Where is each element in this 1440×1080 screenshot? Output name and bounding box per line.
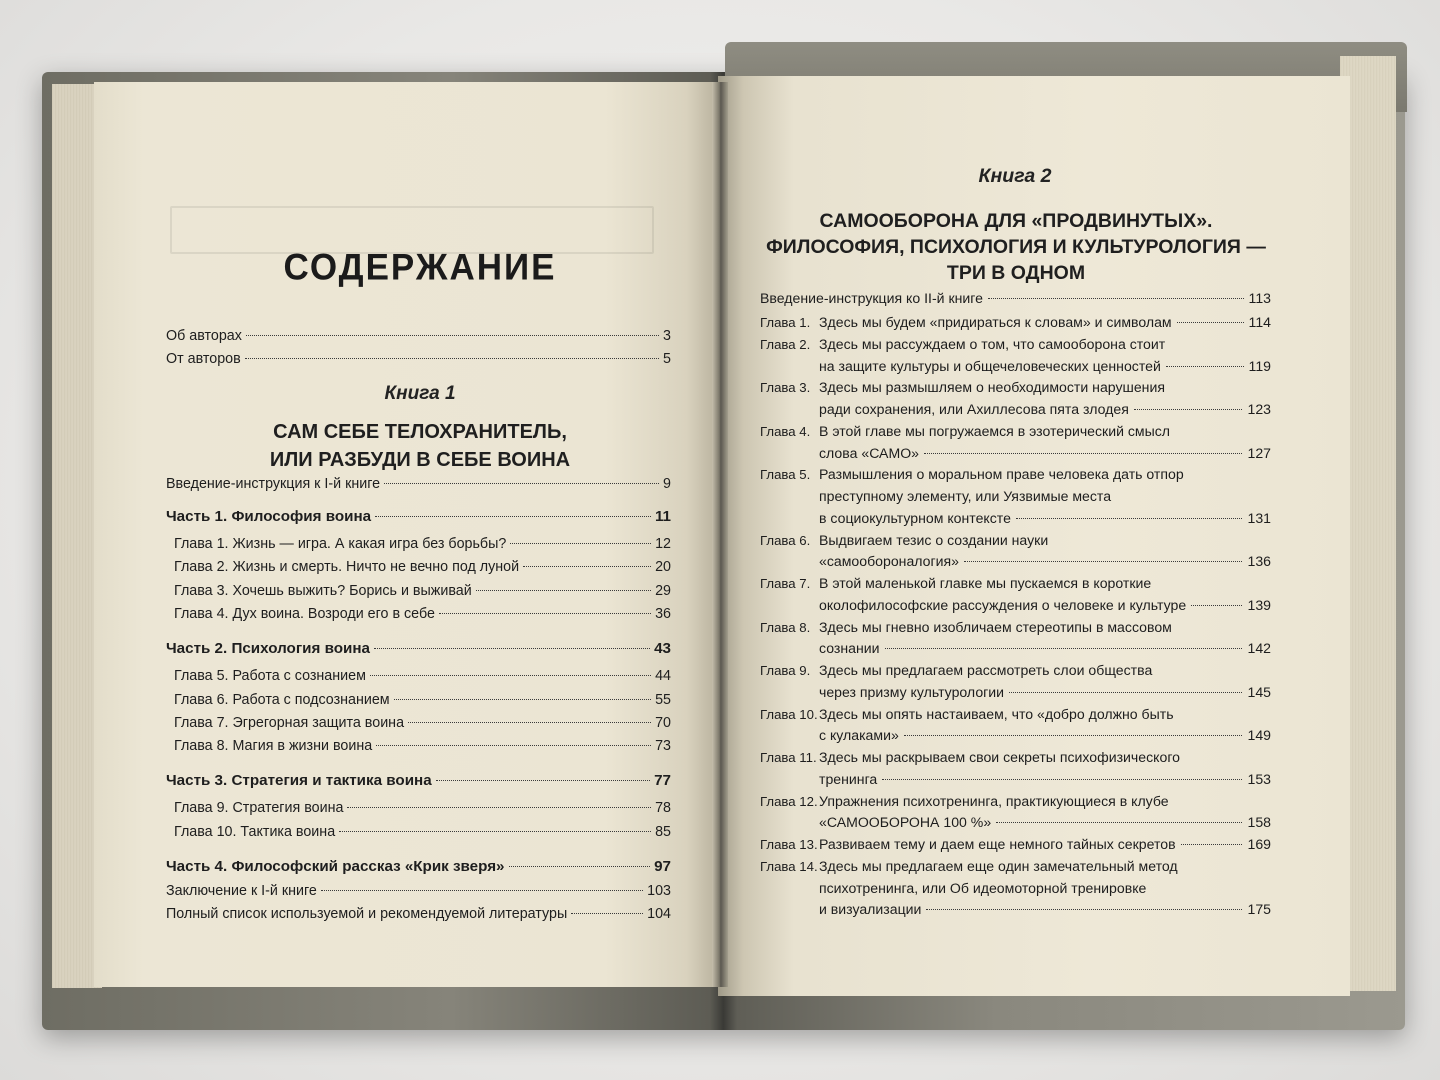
dot-leader [476,590,651,591]
dot-leader [374,648,650,649]
chapter-entry [819,684,1271,700]
toc-page-number: 113 [1248,290,1271,306]
chapter-number: Глава 4. [760,423,811,439]
dot-leader [904,735,1243,736]
book-gutter [712,82,728,987]
toc-entry-label: Глава 7. Эгрегорная защита воина [174,714,405,731]
chapter-entry [174,606,671,622]
toc-entry-label: слова «САМО» [819,444,919,461]
dot-leader [926,909,1242,910]
chapter-entry [174,536,671,552]
toc-entry-label: Глава 10. Тактика воина [174,823,336,840]
toc-entry-label: Введение-инструкция к I-й книге [166,476,381,492]
toc-entry-label: Развиваем тему и даем еще немного тайных секретов [819,836,1176,852]
toc-page-number: 153 [1247,770,1271,787]
toc-entry-label: Введение-инструкция ко II-й книге [760,290,983,306]
chapter-entry-line: Здесь мы раскрываем свои секреты психофизического [819,749,1180,765]
chapter-number: Глава 9. [760,663,811,678]
book1-title-line2: ИЛИ РАЗБУДИ В СЕБЕ ВОИНА [269,449,571,471]
dot-leader [394,699,651,700]
chapter-entry-line: Выдвигаем тезис о создании науки [819,531,1049,548]
book2-heading: Книга 2 [978,165,1052,187]
dot-leader [1177,322,1244,323]
toc-page-number: 175 [1247,901,1271,918]
toc-page-number: 55 [655,691,671,708]
chapter-entry [819,553,1271,569]
toc-entry-label: на защите культуры и общечеловеческих ценностей [819,357,1161,374]
toc-entry-label: и визуализации [819,901,922,918]
chapter-entry [819,510,1271,526]
chapter-entry [174,715,671,731]
toc-entry-label: через призму культурологии [819,683,1005,700]
chapter-entry [819,401,1271,417]
toc-entry-label: Заключение к I-й книге [166,883,317,899]
toc-entry-label: Часть 2. Психология воина [166,640,370,658]
toc-entry-label: в социокультурном контексте [819,509,1011,526]
chapter-entry-line: Здесь мы размышляем о необходимости нарушения [819,379,1165,396]
chapter-number: Глава 1. [760,315,811,330]
chapter-entry-line: Здесь мы рассуждаем о том, что самооборона стоит [819,335,1166,352]
chapter-entry [819,358,1271,374]
toc-page-number: 127 [1247,444,1271,461]
dot-leader [509,866,651,867]
toc-page-number: 9 [663,476,671,492]
intro-entry [760,290,1271,306]
dot-leader [1009,692,1242,693]
dot-leader [1016,518,1243,519]
dot-leader [523,566,651,567]
dot-leader [375,516,651,517]
chapter-entry-line: Здесь мы предлагаем рассмотреть слои общества [819,662,1153,678]
dot-leader [246,335,659,336]
toc-entry-label: От авторов [166,351,241,367]
chapter-entry [174,692,671,708]
toc-page-number: 85 [655,823,671,840]
toc-page-number: 5 [663,351,671,367]
toc-entry-label: Часть 4. Философский рассказ «Крик зверя» [166,858,505,875]
toc-page-number: 3 [663,328,671,344]
toc-page-number: 70 [655,714,671,731]
chapter-entry [819,640,1271,656]
toc-entry-label: Глава 2. Жизнь и смерть. Ничто не вечно под луной [174,559,520,576]
book1-title [200,418,640,474]
chapter-entry-line: Здесь мы опять настаиваем, что «добро должно быть [819,705,1174,722]
part-entry [166,640,671,657]
chapter-entry-line: Упражнения психотренинга, практикующиеся в клубе [819,792,1169,809]
toc-page-number: 12 [655,536,671,552]
toc-entry-label: Глава 4. Дух воина. Возроди его в себе [174,605,435,622]
chapter-entry [174,583,671,599]
toc-entry-label: тренинга [819,770,878,787]
toc-entry-label: Глава 3. Хочешь выжить? Борись и выживай [174,582,472,599]
toc-page-number: 44 [655,668,671,685]
front-matter-entry [166,328,671,344]
chapter-entry [819,814,1271,830]
book2-title-line2: ФИЛОСОФИЯ, ПСИХОЛОГИЯ И КУЛЬТУРОЛОГИЯ — [766,236,1266,258]
toc-page-number: 104 [647,906,671,922]
chapter-entry [819,445,1271,461]
toc-entry-label: Часть 3. Стратегия и тактика воина [166,772,432,790]
dot-leader [885,648,1243,649]
toc-page-number: 131 [1247,509,1271,526]
chapter-entry [819,727,1271,743]
toc-entry-label: Глава 5. Работа с сознанием [174,668,366,685]
chapter-entry-line: Размышления о моральном праве человека дать отпор [819,466,1184,483]
toc-entry-label: Глава 9. Стратегия воина [174,800,344,817]
dot-leader [510,543,651,544]
outro-entry [166,883,671,899]
dot-leader [1181,844,1243,845]
dot-leader [1191,605,1242,606]
front-matter-entry [166,351,671,367]
part-entry [166,858,671,875]
chapter-entry [819,836,1271,852]
toc-entry-label: ради сохранения, или Ахиллесова пята злодея [819,401,1129,417]
chapter-entry [819,771,1271,787]
toc-entry-label: Здесь мы будем «придираться к словам» и символам [819,314,1172,330]
toc-page-number: 123 [1247,401,1271,417]
dot-leader [436,780,650,781]
chapter-number: Глава 2. [760,336,811,352]
toc-page-number: 136 [1247,553,1271,570]
dot-leader [370,675,651,676]
chapter-number: Глава 14. [760,858,818,874]
chapter-number: Глава 6. [760,532,811,548]
intro-entry [166,476,671,492]
chapter-entry [174,800,671,816]
book2-title-line1: САМООБОРОНА ДЛЯ «ПРОДВИНУТЫХ». [819,210,1213,232]
chapter-entry [174,559,671,575]
toc-entry-label: Глава 8. Магия в жизни воина [174,738,373,755]
toc-page-number: 139 [1247,596,1271,613]
chapter-entry-line: Здесь мы предлагаем еще один замечательный метод [819,857,1178,874]
toc-page-number: 11 [654,508,671,525]
chapter-entry [174,668,671,684]
dot-leader [339,831,651,832]
chapter-entry [174,824,671,840]
dot-leader [1134,409,1243,410]
dot-leader [988,298,1244,299]
toc-entry-label: с кулаками» [819,727,899,744]
toc-page-number: 97 [654,858,671,875]
outro-entry [166,906,671,922]
chapter-number: Глава 5. [760,467,811,483]
chapter-entry [819,901,1271,917]
toc-page-number: 73 [655,738,671,755]
toc-page-number: 77 [654,772,671,790]
toc-entry-label: сознании [819,640,880,657]
toc-page-number: 43 [654,640,671,658]
toc-page-number: 145 [1247,683,1271,700]
toc-page-number: 158 [1247,814,1271,831]
toc-page-number: 142 [1247,640,1271,657]
toc-page-number: 119 [1248,357,1271,374]
dot-leader [1166,366,1244,367]
dot-leader [964,561,1242,562]
toc-entry-label: Об авторах [166,328,242,344]
chapter-entry [819,597,1271,613]
toc-page-number: 20 [655,559,671,576]
dot-leader [408,722,651,723]
dot-leader [571,913,643,914]
page-title: СОДЕРЖАНИЕ [283,247,557,288]
dot-leader [376,745,651,746]
chapter-number: Глава 11. [760,750,817,765]
chapter-number: Глава 10. [760,706,818,722]
book2-title-line3: ТРИ В ОДНОМ [946,262,1086,284]
toc-page-number: 169 [1247,836,1271,852]
chapter-entry [174,738,671,754]
toc-page-number: 78 [655,800,671,817]
dot-leader [439,613,651,614]
dot-leader [321,890,643,891]
part-entry [166,508,671,525]
dot-leader [245,358,659,359]
chapter-number: Глава 7. [760,576,811,591]
book1-heading: Книга 1 [384,383,456,404]
toc-page-number: 103 [647,883,671,899]
toc-page-number: 149 [1247,727,1271,744]
chapter-entry-line: В этой главе мы погружаемся в эзотерический смысл [819,422,1171,439]
dot-leader [882,779,1242,780]
toc-page-number: 36 [655,605,671,622]
chapter-number: Глава 13. [760,837,818,852]
chapter-number: Глава 3. [760,380,811,396]
toc-entry-label: Полный список используемой и рекомендуемой литературы [166,906,568,922]
toc-entry-label: «САМООБОРОНА 100 %» [819,814,992,831]
book2-title [740,208,1292,286]
chapter-entry-line: В этой маленькой главке мы пускаемся в короткие [819,575,1152,591]
dot-leader [996,822,1242,823]
chapter-entry-line: психотренинга, или Об идеомоторной тренировке [819,879,1147,896]
chapter-entry-line: Здесь мы гневно изобличаем стереотипы в массовом [819,618,1172,635]
part-entry [166,772,671,789]
toc-page-number: 29 [655,582,671,599]
toc-page-number: 114 [1248,314,1271,330]
chapter-number: Глава 8. [760,619,811,635]
chapter-entry-line: преступному элементу, или Уязвимые места [819,488,1112,504]
toc-entry-label: Часть 1. Философия воина [166,508,372,525]
chapter-entry [819,314,1271,330]
toc-entry-label: Глава 6. Работа с подсознанием [174,691,390,708]
dot-leader [924,453,1242,454]
dot-leader [384,483,659,484]
toc-entry-label: «самообороналогия» [819,553,960,570]
dot-leader [347,807,651,808]
toc-entry-label: околофилософские рассуждения о человеке и культуре [819,596,1187,613]
toc-entry-label: Глава 1. Жизнь — игра. А какая игра без борьбы? [174,536,507,552]
chapter-number: Глава 12. [760,793,818,809]
book1-title-line1: САМ СЕБЕ ТЕЛОХРАНИТЕЛЬ, [273,421,567,443]
